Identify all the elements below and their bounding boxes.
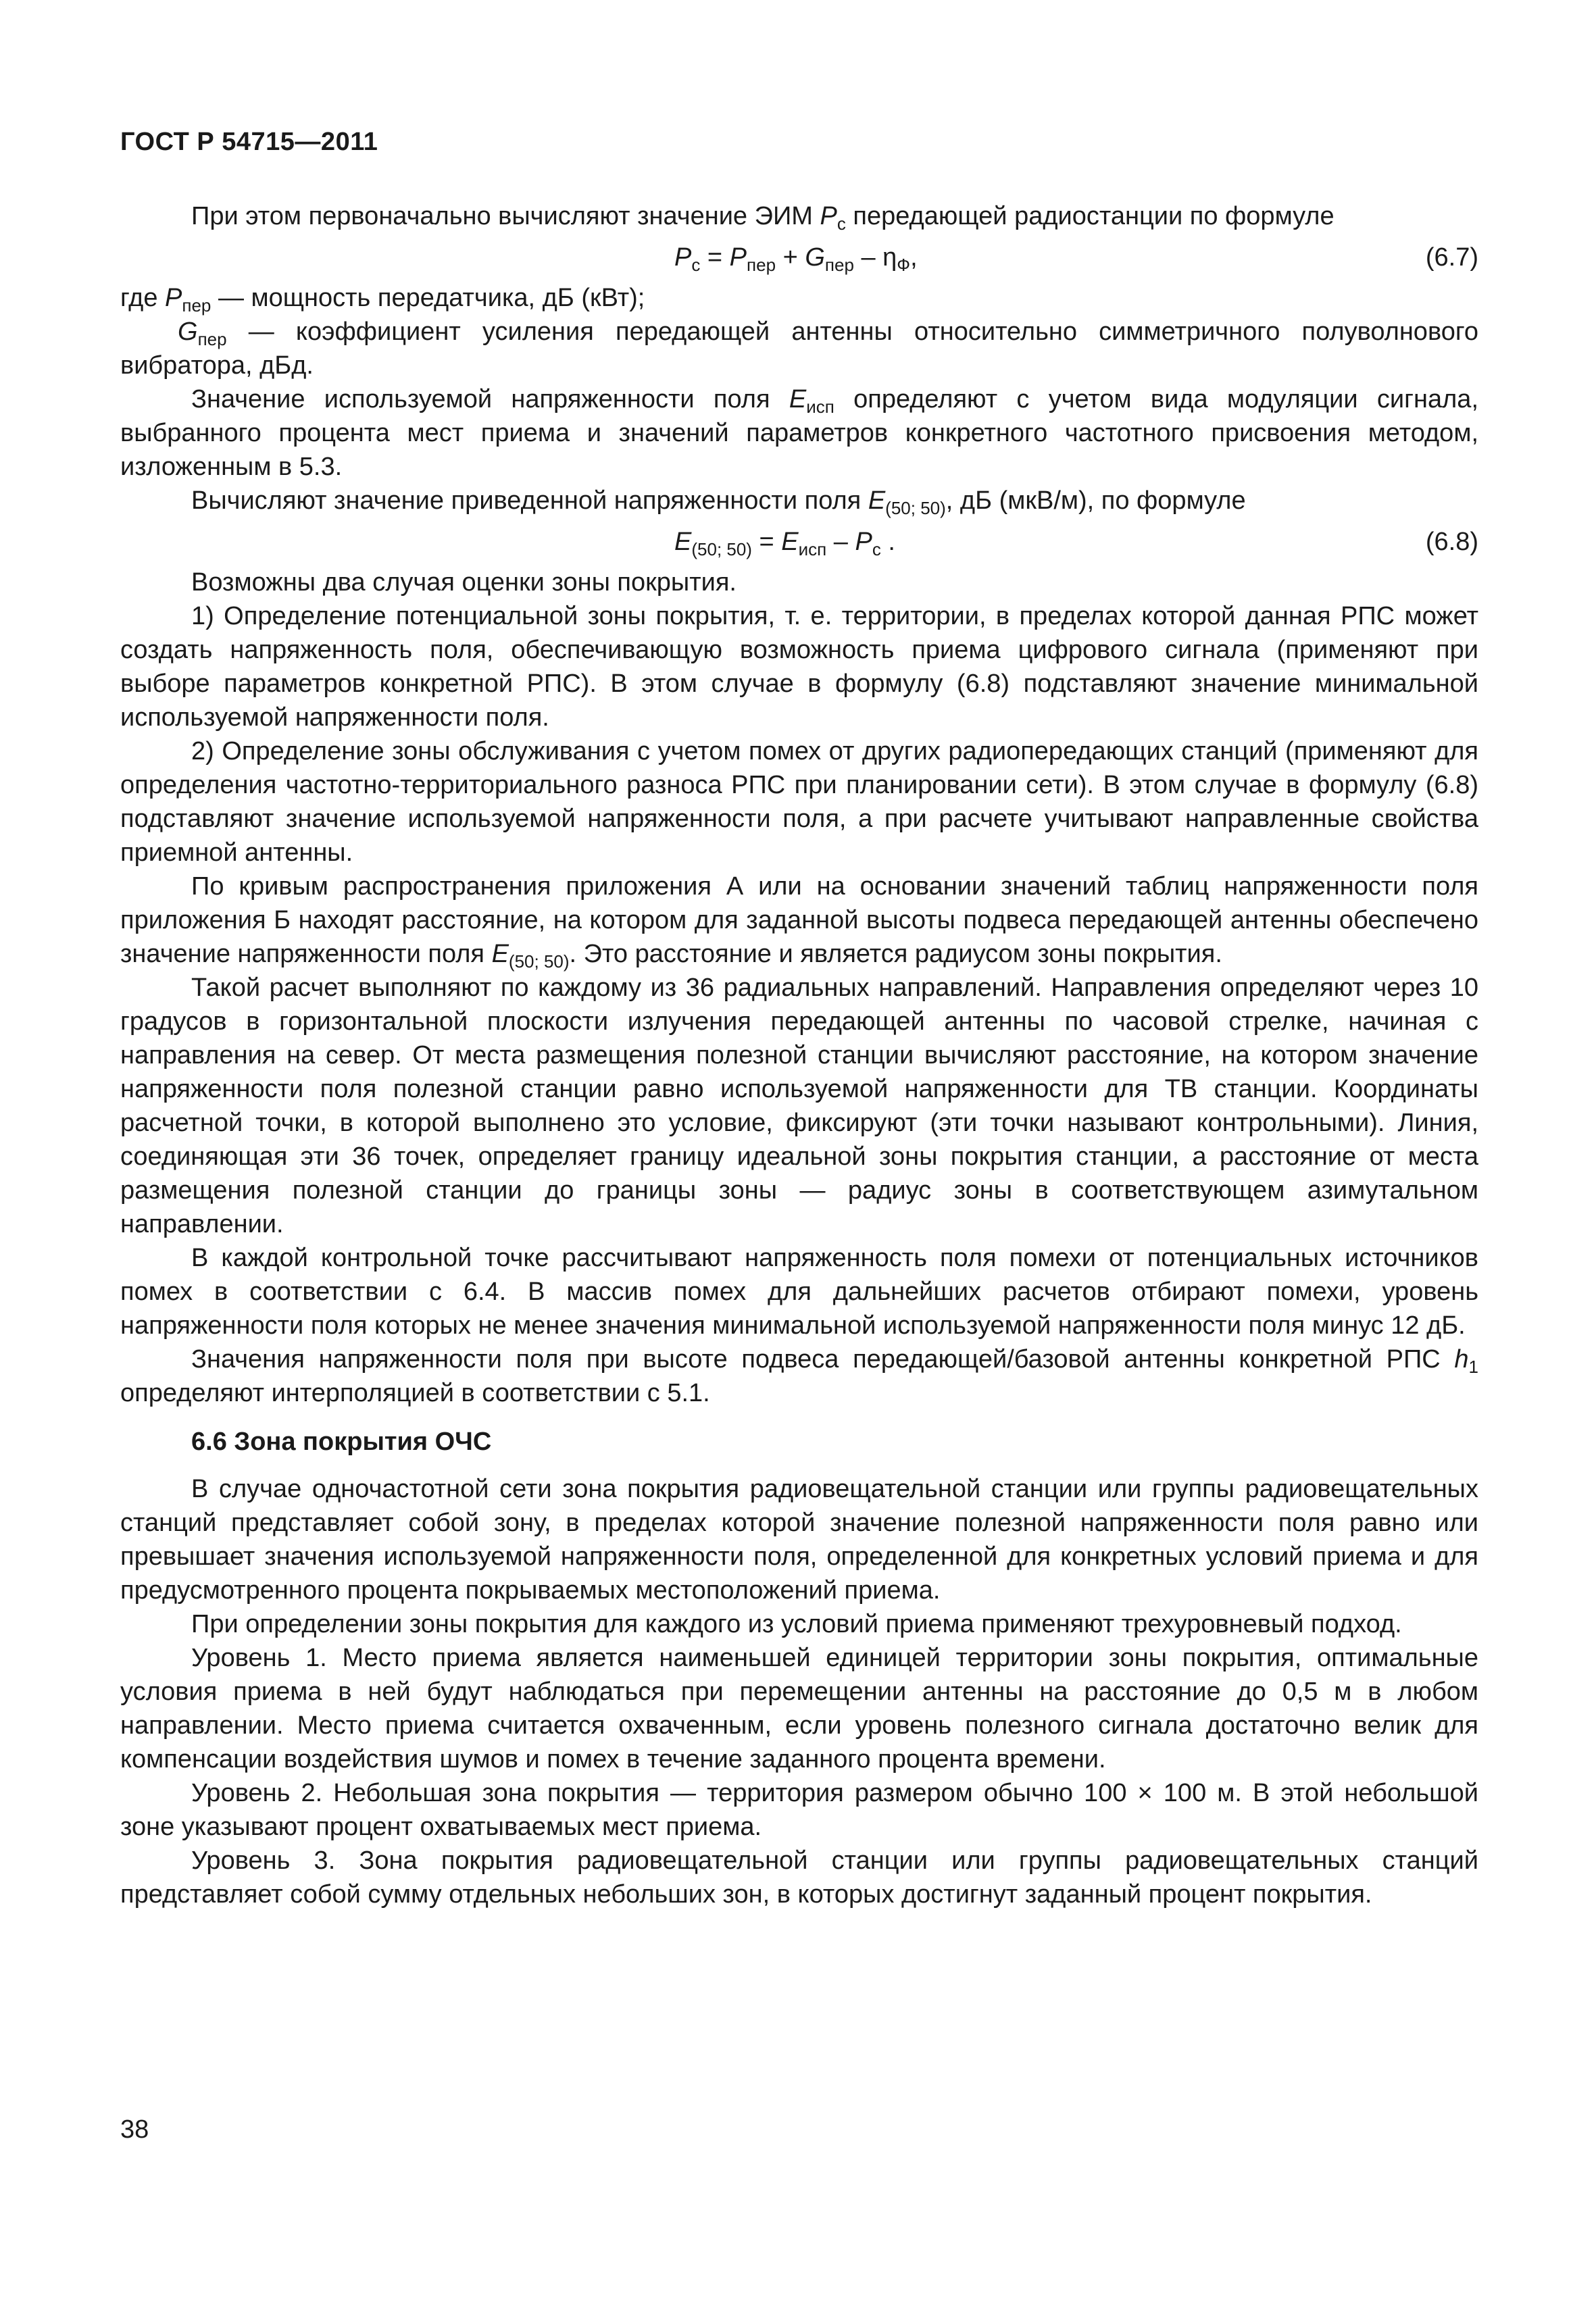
formula-6-8: $E_{(50; 50)} = E_{исп} - P_с$ . (6.8) [120,520,1478,563]
formula-number: (6.8) [1425,527,1478,556]
formula-6-7: $P_с = P_{пер} + G_{пер} - \eta_Ф$, (6.7) [120,236,1478,278]
paragraph-three-level: При определении зоны покрытия для каждого из условий приема применяют трехуровневый подход. [191,1610,1402,1638]
paragraph-level-2: Уровень 2. Небольшая зона покрытия — территория размером обычно 100 × 100 м. В этой небольшой зоне указывают процент охватываемых мест приема. [120,1779,1478,1841]
paragraph-antenna-height: Значения напряженности поля при высоте подвеса передающей/базовой антенны конкретной РПС $h_1$ определяют интерполяцией в соответствии с 5.1. [120,1345,1478,1407]
paragraph-sfn-coverage: В случае одночастотной сети зона покрытия радиовещательной станции или группы радиовещательных станций представляет собой зону, в пределах которой значение полезной напряженности поля равно или превышает значения используемой напряженности поля, определенной для конкретных условий приема и для предусмотренного процента покрываемых местоположений приема. [120,1475,1478,1605]
paragraph-radial-calc: Такой расчет выполняют по каждому из 36 радиальных направлений. Направления определяют через 10 градусов в горизонтальной плоскости излучения передающей антенны по часовой стрелке, начиная с направления на север. От места размещения полезной станции вычисляют расстояние, на котором значение напряженности поля полезной станции равно используемой напряженности для ТВ станции. Координаты расчетной точки, в которой выполнено это условие, фиксируют (эти точки называют контрольными). Линия, соединяющая эти 36 точек, определяет границу идеальной зоны покрытия станции, а расстояние от места размещения полезной станции до границы зоны — радиус зоны в соответствующем азимутальном направлении. [120,974,1478,1238]
document-body [120,199,1478,1911]
paragraph-eim: При этом первоначально вычисляют значение ЭИМ $P_с$ передающей радиостанции по формуле [191,202,1335,234]
formula-number: (6.7) [1425,243,1478,272]
section-heading-6-6: 6.6 Зона покрытия ОЧС [191,1428,492,1456]
paragraph-two-cases: Возможны два случая оценки зоны покрытия. [191,568,737,597]
paragraph-level-3: Уровень 3. Зона покрытия радиовещательной станции или группы радиовещательных станций представляет собой сумму отдельных небольших зон, в которых достигнут заданный процент покрытия. [120,1846,1478,1909]
page-number: 38 [120,2115,149,2144]
paragraph-curves: По кривым распространения приложения А или на основании значений таблиц напряженности поля приложения Б находят расстояние, на котором для заданной высоты подвеса передающей антенны обеспечено значение напряженности поля $E_{(50; 50)}$. Это расстояние и является радиусом зоны покрытия. [120,872,1478,972]
where-definition-power: где $P_{пер}$ — мощность передатчика, дБ (кВт); [120,284,645,316]
document-id: ГОСТ Р 54715—2011 [120,128,378,156]
paragraph-case-1: 1) Определение потенциальной зоны покрытия, т. е. территории, в пределах которой данная РПС может создать напряженность поля, обеспечивающую возможность приема цифрового сигнала (применяют при выборе параметров конкретной РПС). В этом случае в формулу (6.8) подставляют значение минимальной используемой напряженности поля. [120,602,1478,732]
paragraph-field-strength: Значение используемой напряженности поля $E_{исп}$ определяют с учетом вида модуляции сигнала, выбранного процента мест приема и значений параметров конкретного частотного присвоения методом, изложенным в 5.3. [120,385,1478,481]
paragraph-level-1: Уровень 1. Место приема является наименьшей единицей территории зоны покрытия, оптимальные условия приема в ней будут наблюдаться при перемещении антенны на расстояние до 0,5 м в любом направлении. Место приема считается охваченным, если уровень полезного сигнала достаточно велик для компенсации воздействия шумов и помех в течение заданного процента времени. [120,1644,1478,1774]
where-definition-gain: $G_{пер}$ — коэффициент усиления передающей антенны относительно симметричного полуволнового вибратора, дБд. [120,318,1478,380]
paragraph-reduced-field: Вычисляют значение приведенной напряженности поля $E_{(50; 50)}$, дБ (мкВ/м), по формуле [191,486,1246,518]
paragraph-control-points: В каждой контрольной точке рассчитывают напряженность поля помехи от потенциальных источников помех в соответствии с 6.4. В массив помех для дальнейших расчетов отбирают помехи, уровень напряженности поля которых не менее значения минимальной используемой напряженности поля минус 12 дБ. [120,1244,1478,1340]
paragraph-case-2: 2) Определение зоны обслуживания с учетом помех от других радиопередающих станций (применяют для определения частотно-территориального разноса РПС при планировании сети). В этом случае в формулу (6.8) подставляют значение используемой напряженности поля, а при расчете учитывают направленные свойства приемной антенны. [120,737,1478,867]
